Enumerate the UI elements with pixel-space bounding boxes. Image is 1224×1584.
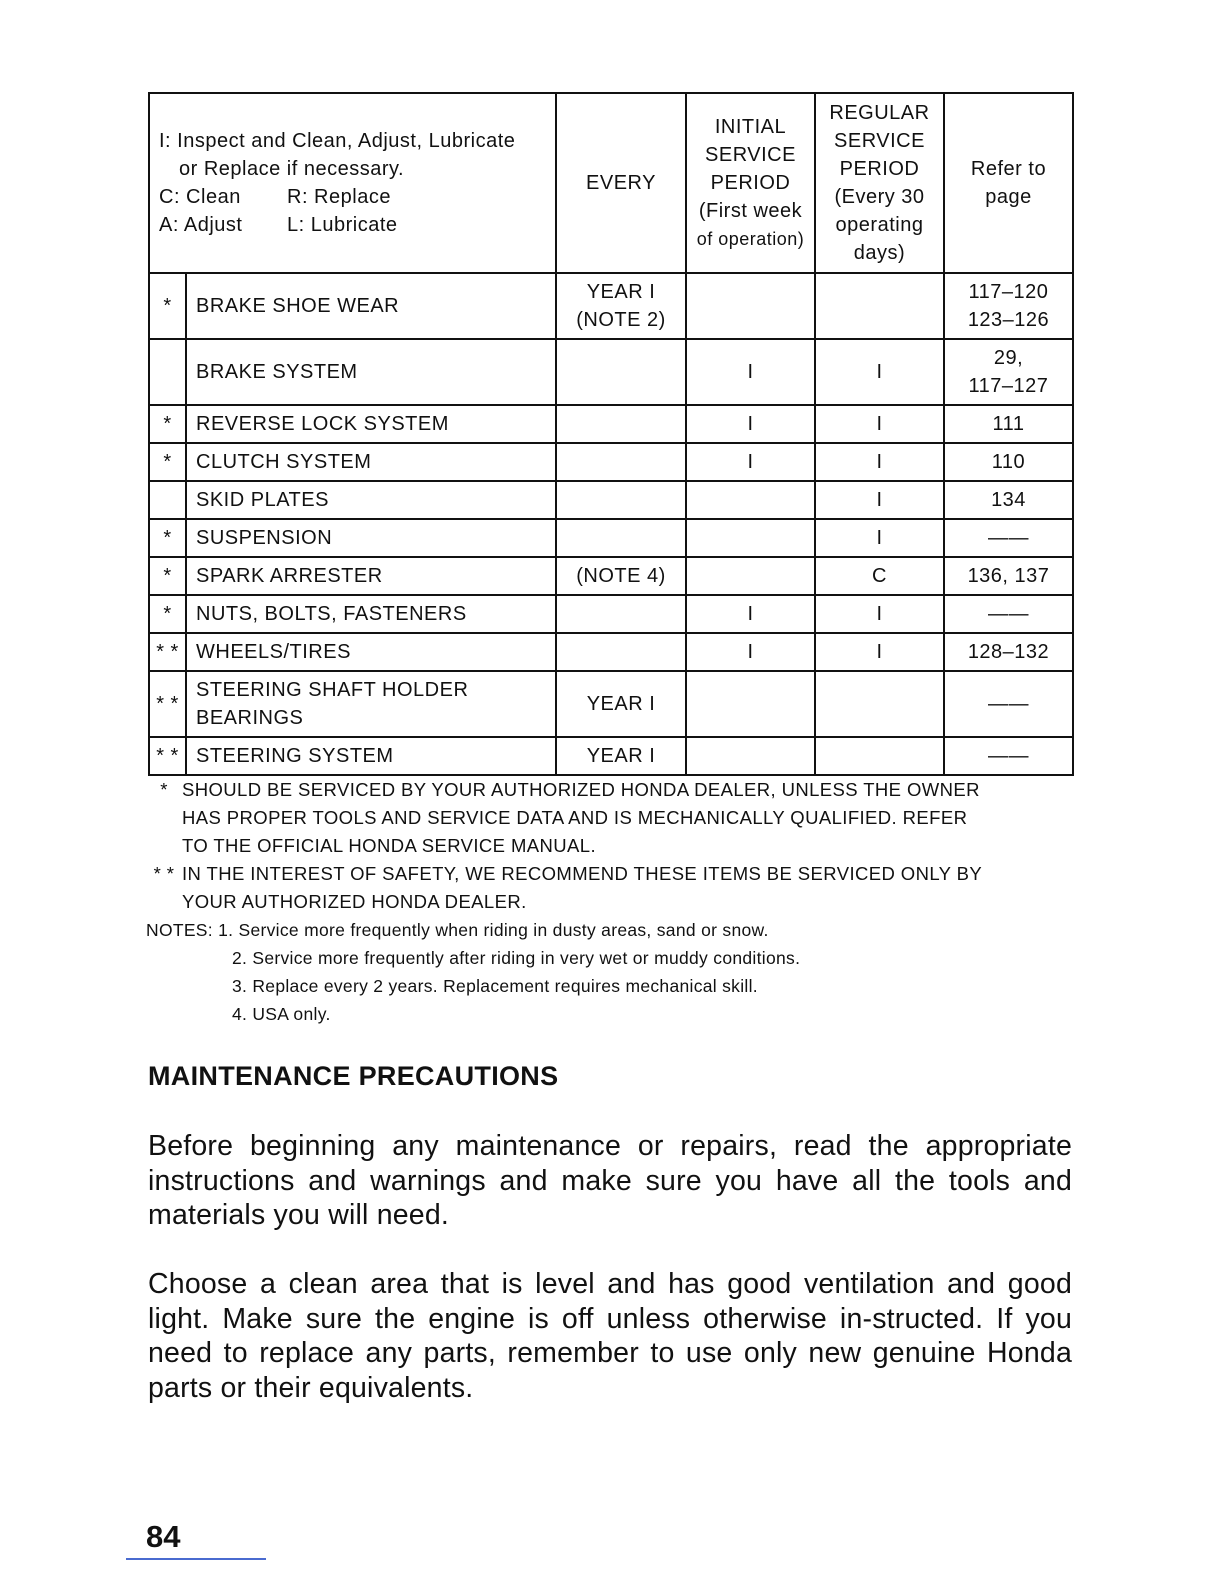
legend-line: I: Inspect and Clean, Adjust, Lubricate xyxy=(159,130,516,152)
service-mark xyxy=(149,481,186,519)
item-name xyxy=(186,671,556,737)
regular-cell: I xyxy=(815,519,944,557)
item-name: BRAKE SHOE WEAR xyxy=(186,273,556,339)
item-name: SKID PLATES xyxy=(186,481,556,519)
regular-cell xyxy=(815,737,944,775)
legend-clean: C: Clean xyxy=(159,186,241,208)
every-cell xyxy=(556,405,686,443)
every-cell xyxy=(556,273,686,339)
header-line: (First week xyxy=(698,200,803,222)
header-line: days) xyxy=(853,242,906,264)
initial-cell: I xyxy=(686,339,815,405)
table-row xyxy=(149,443,1073,481)
every-cell xyxy=(556,633,686,671)
paragraph: Choose a clean area that is level and has good ventilation and good light. Make sure the engine is off unless otherwise in-structed. If you need to replace any parts, remember to use only new genuine Honda parts or their equivalents. xyxy=(148,1268,1072,1404)
service-mark: * xyxy=(149,519,186,557)
header-refer-page xyxy=(944,93,1073,273)
every-cell: (NOTE 4) xyxy=(556,557,686,595)
service-mark: * * xyxy=(149,737,186,775)
initial-cell xyxy=(686,481,815,519)
item-name: REVERSE LOCK SYSTEM xyxy=(186,405,556,443)
regular-cell: I xyxy=(815,633,944,671)
item-name: SPARK ARRESTER xyxy=(186,557,556,595)
note-line: 2. Service more frequently after riding in very wet or muddy conditions. xyxy=(232,948,801,968)
regular-cell: I xyxy=(815,405,944,443)
table-row xyxy=(149,481,1073,519)
initial-cell xyxy=(686,671,815,737)
footnote-symbol: * xyxy=(160,779,168,800)
regular-cell: I xyxy=(815,443,944,481)
header-line: PERIOD xyxy=(710,172,791,194)
page-number: 84 xyxy=(146,1519,181,1554)
every-line: YEAR I xyxy=(586,281,656,303)
every-cell xyxy=(556,481,686,519)
header-line: page xyxy=(985,186,1032,208)
page-ref-cell: —— xyxy=(944,519,1073,557)
footnote-line: SHOULD BE SERVICED BY YOUR AUTHORIZED HONDA DEALER, UNLESS THE OWNER xyxy=(182,779,980,800)
header-line: of operation) xyxy=(696,229,805,249)
header-line: SERVICE xyxy=(834,130,925,152)
page-ref-cell: 110 xyxy=(944,443,1073,481)
regular-cell xyxy=(815,671,944,737)
initial-cell: I xyxy=(686,595,815,633)
header-line: PERIOD xyxy=(839,158,920,180)
page-ref: 123–126 xyxy=(967,309,1050,331)
header-regular-service xyxy=(815,93,944,273)
page-ref: 117–120 xyxy=(968,281,1049,303)
initial-cell xyxy=(686,737,815,775)
footnote-symbol: * * xyxy=(153,863,175,884)
table-row xyxy=(149,633,1073,671)
item-name: SUSPENSION xyxy=(186,519,556,557)
section-title: MAINTENANCE PRECAUTIONS xyxy=(148,1061,559,1091)
item-name: BRAKE SYSTEM xyxy=(186,339,556,405)
page-ref-cell: 134 xyxy=(944,481,1073,519)
header-line: INITIAL xyxy=(714,116,787,138)
item-line: STEERING SHAFT HOLDER xyxy=(196,679,469,701)
footnote-single-asterisk xyxy=(146,776,1076,860)
every-cell xyxy=(556,595,686,633)
legend-line: or Replace if necessary. xyxy=(179,158,405,180)
header-initial-service xyxy=(686,93,815,273)
table-row xyxy=(149,671,1073,737)
regular-cell: I xyxy=(815,339,944,405)
table-row xyxy=(149,737,1073,775)
regular-cell: C xyxy=(815,557,944,595)
item-line: BEARINGS xyxy=(196,707,304,729)
service-mark: * xyxy=(149,443,186,481)
footnotes xyxy=(146,776,1076,1028)
footnote-line: IN THE INTEREST OF SAFETY, WE RECOMMEND THESE ITEMS BE SERVICED ONLY BY xyxy=(182,863,983,884)
every-cell xyxy=(556,443,686,481)
service-mark: * * xyxy=(149,633,186,671)
page-ref-cell: —— xyxy=(944,737,1073,775)
service-mark: * xyxy=(149,595,186,633)
legend-replace: R: Replace xyxy=(287,186,391,208)
initial-cell: I xyxy=(686,443,815,481)
regular-cell: I xyxy=(815,481,944,519)
table-row xyxy=(149,339,1073,405)
item-name: STEERING SYSTEM xyxy=(186,737,556,775)
page-ref: 29, xyxy=(993,347,1024,369)
page-number-rule xyxy=(126,1558,266,1560)
initial-cell xyxy=(686,519,815,557)
initial-cell xyxy=(686,273,815,339)
page-ref-cell: 128–132 xyxy=(944,633,1073,671)
item-name: CLUTCH SYSTEM xyxy=(186,443,556,481)
footnote-line: HAS PROPER TOOLS AND SERVICE DATA AND IS MECHANICALLY QUALIFIED. REFER xyxy=(182,807,968,828)
note-line: 3. Replace every 2 years. Replacement requires mechanical skill. xyxy=(232,976,758,996)
note-line: 4. USA only. xyxy=(232,1004,331,1024)
service-mark: * xyxy=(149,405,186,443)
header-line: REGULAR xyxy=(829,102,930,124)
item-name: NUTS, BOLTS, FASTENERS xyxy=(186,595,556,633)
footnote-double-asterisk xyxy=(146,860,1076,916)
legend-lubricate: L: Lubricate xyxy=(287,214,398,236)
initial-cell: I xyxy=(686,633,815,671)
initial-cell xyxy=(686,557,815,595)
header-line: operating xyxy=(835,214,924,236)
service-mark: * * xyxy=(149,671,186,737)
initial-cell: I xyxy=(686,405,815,443)
page-ref-cell: —— xyxy=(944,595,1073,633)
page-ref-cell xyxy=(944,273,1073,339)
page-ref: 117–127 xyxy=(968,375,1049,397)
page-ref-cell: —— xyxy=(944,671,1073,737)
item-name: WHEELS/TIRES xyxy=(186,633,556,671)
note-line: NOTES: 1. Service more frequently when riding in dusty areas, sand or snow. xyxy=(146,920,769,940)
table-row xyxy=(149,595,1073,633)
legend-cell xyxy=(149,93,556,273)
table-row xyxy=(149,405,1073,443)
service-mark: * xyxy=(149,273,186,339)
regular-cell xyxy=(815,273,944,339)
every-line: (NOTE 2) xyxy=(576,309,666,331)
service-mark xyxy=(149,339,186,405)
table-header-row xyxy=(149,93,1073,273)
page-ref-cell xyxy=(944,339,1073,405)
service-mark: * xyxy=(149,557,186,595)
maintenance-schedule-table xyxy=(148,92,1074,776)
footnote-line: TO THE OFFICIAL HONDA SERVICE MANUAL. xyxy=(182,835,597,856)
header-line: SERVICE xyxy=(705,144,796,166)
header-line: Refer to xyxy=(970,158,1047,180)
paragraph: Before beginning any maintenance or repairs, read the appropriate instructions and warnings and make sure you have all the tools and materials you will need. xyxy=(148,1130,1072,1231)
table-row xyxy=(149,557,1073,595)
regular-cell: I xyxy=(815,595,944,633)
table-row xyxy=(149,273,1073,339)
page-ref-cell: 136, 137 xyxy=(944,557,1073,595)
every-cell xyxy=(556,339,686,405)
page-ref-cell: 111 xyxy=(944,405,1073,443)
every-cell: YEAR I xyxy=(556,737,686,775)
every-cell xyxy=(556,519,686,557)
table-row xyxy=(149,519,1073,557)
notes-list xyxy=(146,916,1076,1028)
header-line: (Every 30 xyxy=(834,186,925,208)
header-every: EVERY xyxy=(556,93,686,273)
footnote-line: YOUR AUTHORIZED HONDA DEALER. xyxy=(182,891,527,912)
every-cell: YEAR I xyxy=(556,671,686,737)
legend-adjust: A: Adjust xyxy=(159,214,243,236)
